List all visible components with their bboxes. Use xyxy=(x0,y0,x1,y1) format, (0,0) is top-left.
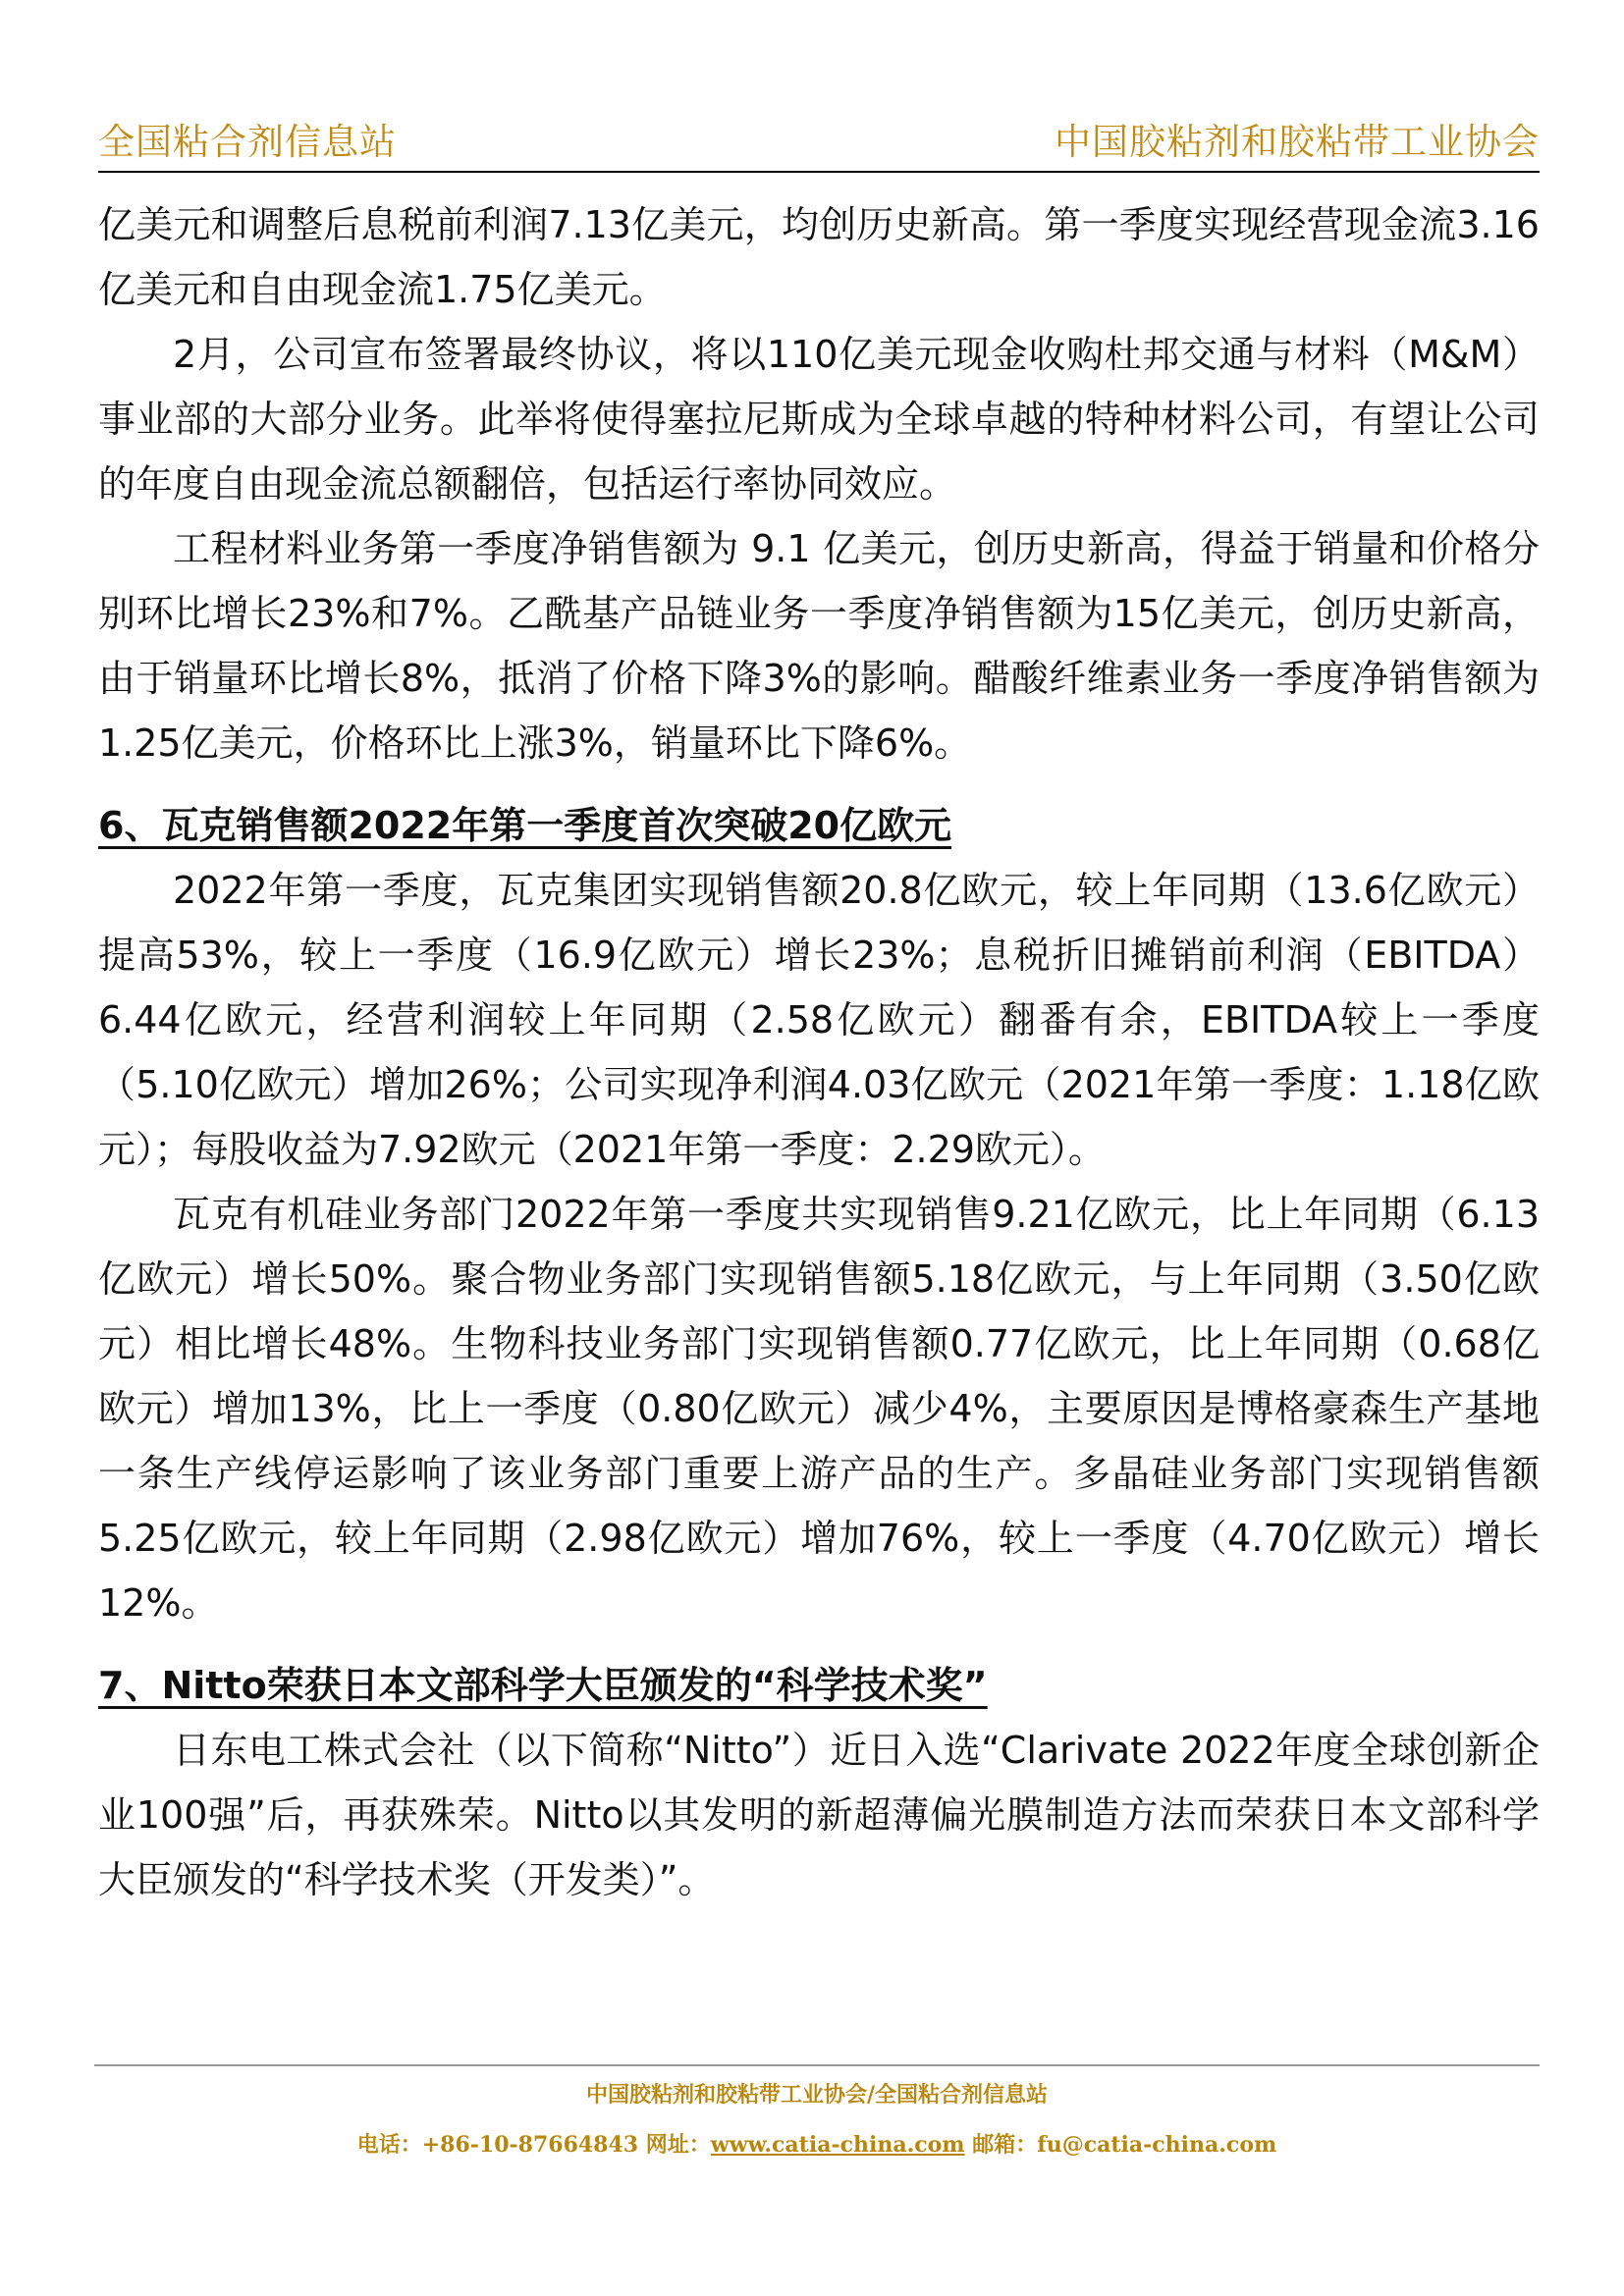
paragraph-segments: 工程材料业务第一季度净销售额为 9.1 亿美元，创历史新高，得益于销量和价格分别环比增长23%和7%。乙酰基产品链业务一季度净销售额为15亿美元，创历史新高，由于销量环比增长8%，抵消了价格下降3%的影响。醋酸纤维素业务一季度净销售额为1.25亿美元，价格环比上涨3%，销量环比下降6%。 xyxy=(98,527,1540,765)
footer-website-link[interactable]: www.catia-china.com xyxy=(710,2132,965,2158)
footer-contact xyxy=(94,2128,1540,2159)
paragraph-acquisition: 2月，公司宣布签署最终协议，将以110亿美元现金收购杜邦交通与材料（M&M）事业部的大部分业务。此举将使得塞拉尼斯成为全球卓越的特种材料公司，有望让公司的年度自由现金流总额翻倍，包括运行率协同效应。 xyxy=(98,333,1540,506)
section-heading-wacker: 6、瓦克销售额2022年第一季度首次突破20亿欧元 xyxy=(98,804,952,847)
article-body xyxy=(98,192,1540,1912)
paragraph-wacker-sales: 2022年第一季度，瓦克集团实现销售额20.8亿欧元，较上年同期（13.6亿欧元）提高53%，较上一季度（16.9亿欧元）增长23%；息税折旧摊销前利润（EBITDA）6.44亿欧元，经营利润较上年同期（2.58亿欧元）翻番有余，EBITDA较上一季度（5.10亿欧元）增加26%；公司实现净利润4.03亿欧元（2021年第一季度：1.18亿欧元）；每股收益为7.92欧元（2021年第一季度：2.29欧元）。 xyxy=(98,869,1540,1171)
header-site-name: 全国粘合剂信息站 xyxy=(98,121,397,163)
paragraph-nitto-award: 日东电工株式会社（以下简称“Nitto”）近日入选“Clarivate 2022年度全球创新企业100强”后，再获殊荣。Nitto以其发明的新超薄偏光膜制造方法而荣获日本文部科学大臣颁发的“科学技术奖（开发类）”。 xyxy=(98,1729,1540,1901)
page-footer xyxy=(94,2064,1540,2159)
header-association-name: 中国胶粘剂和胶粘带工业协会 xyxy=(1055,121,1540,163)
footer-email: 邮箱：fu@catia-china.com xyxy=(964,2132,1277,2158)
paragraph-continued: 亿美元和调整后息税前利润7.13亿美元，均创历史新高。第一季度实现经营现金流3.16亿美元和自由现金流1.75亿美元。 xyxy=(98,203,1540,311)
paragraph-wacker-divisions: 瓦克有机硅业务部门2022年第一季度共实现销售9.21亿欧元，比上年同期（6.13亿欧元）增长50%。聚合物业务部门实现销售额5.18亿欧元，与上年同期（3.50亿欧元）相比增长48%。生物科技业务部门实现销售额0.77亿欧元，比上年同期（0.68亿欧元）增加13%，比上一季度（0.80亿欧元）减少4%，主要原因是博格豪森生产基地一条生产线停运影响了该业务部门重要上游产品的生产。多晶硅业务部门实现销售额5.25亿欧元，较上年同期（2.98亿欧元）增加76%，较上一季度（4.70亿欧元）增长12%。 xyxy=(98,1193,1540,1625)
footer-phone: 电话：+86-10-87664843 网址： xyxy=(356,2132,711,2158)
page-header xyxy=(98,110,1540,173)
section-heading-nitto: 7、Nitto荣获日本文部科学大臣颁发的“科学技术奖” xyxy=(98,1664,988,1707)
footer-organization: 中国胶粘剂和胶粘带工业协会/全国粘合剂信息站 xyxy=(585,2082,1049,2108)
